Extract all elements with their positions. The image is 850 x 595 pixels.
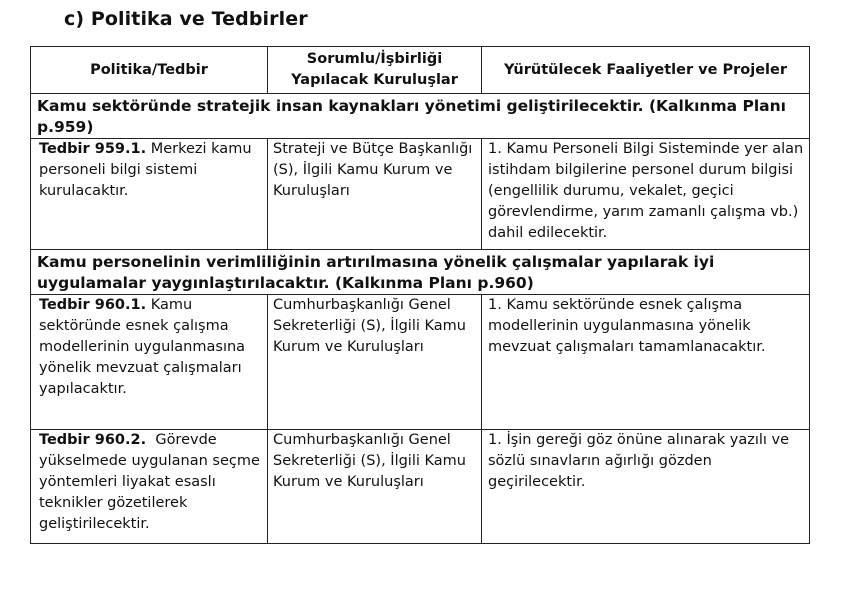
section-title: Kamu sektöründe stratejik insan kaynakları yönetimi geliştirilecektir. (Kalkınma Planı p.959) [31,94,810,139]
responsible-cell: Cumhurbaşkanlığı Genel Sekreterliği (S), İlgili Kamu Kurum ve Kuruluşları [268,430,482,544]
header-activities: Yürütülecek Faaliyetler ve Projeler [482,47,810,94]
measure-code: Tedbir 960.1. [39,297,147,313]
table-row [31,139,810,250]
responsible-cell: Strateji ve Bütçe Başkanlığı (S), İlgili Kamu Kurum ve Kuruluşları [268,139,482,250]
policy-cell [31,295,268,430]
table-header-row [31,47,810,94]
header-responsible: Sorumlu/İşbirliği Yapılacak Kuruluşlar [268,47,482,94]
policy-cell [31,430,268,544]
table-row [31,295,810,430]
activity-cell: 1. Kamu sektöründe esnek çalışma modellerinin uygulanmasına yönelik mevzuat çalışmaları tamamlanacaktır. [482,295,810,430]
measure-text: Merkezi kamu personeli bilgi sistemi kurulacaktır. [39,141,252,199]
section-row [31,94,810,139]
table-row [31,430,810,544]
policy-cell [31,139,268,250]
measure-text: Görevde yükselmede uygulanan seçme yöntemleri liyakat esaslı teknikler gözetilerek geliştirilecektir. [39,432,265,532]
activity-cell: 1. İşin gereği göz önüne alınarak yazılı ve sözlü sınavların ağırlığı gözden geçirilecektir. [482,430,810,544]
measure-text: Kamu sektöründe esnek çalışma modellerinin uygulanmasına yönelik mevzuat çalışmaları yapılacaktır. [39,297,246,397]
header-policy: Politika/Tedbir [31,47,268,94]
section-title: Kamu personelinin verimliliğinin artırılmasına yönelik çalışmalar yapılarak iyi uygulamalar yaygınlaştırılacaktır. (Kalkınma Planı p.960) [31,250,810,295]
section-heading: c) Politika ve Tedbirler [64,8,308,30]
section-row [31,250,810,295]
measure-code: Tedbir 959.1. [39,141,147,157]
policy-table [30,46,810,544]
activity-cell: 1. Kamu Personeli Bilgi Sisteminde yer alan istihdam bilgilerine personel durum bilgisi (engellilik durumu, vekalet, geçici görevlendirme, yarım zamanlı çalışma vb.) dahil edilecektir. [482,139,810,250]
responsible-cell: Cumhurbaşkanlığı Genel Sekreterliği (S), İlgili Kamu Kurum ve Kuruluşları [268,295,482,430]
measure-code: Tedbir 960.2. [39,432,147,448]
